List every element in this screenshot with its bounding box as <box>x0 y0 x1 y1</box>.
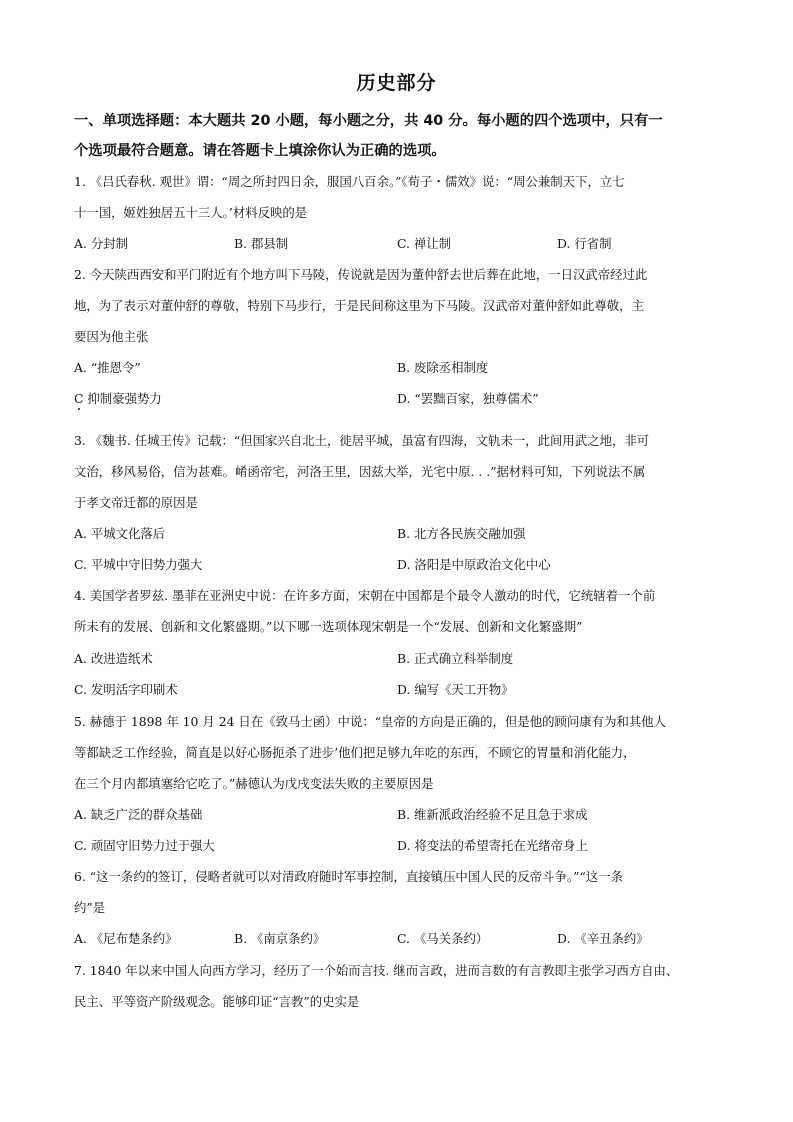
option-d: D. 编写《天工开物》 <box>397 682 514 697</box>
option-a: A. “推恩令” <box>74 360 141 375</box>
option-c: C. 顽固守旧势力过于强大 <box>74 838 215 853</box>
page-title: 历史部分 <box>356 72 437 94</box>
question-7-line: 7. 1840 年以来中国人向西方学习，经历了一个始而言技. 继而言政，进而言数的有言教即主张学习西方自由、 <box>74 963 679 978</box>
option-a: A. 缺乏广泛的群众基础 <box>74 807 203 822</box>
question-1-line: 十一国，姬姓独居五十三人。’材料反映的是 <box>74 205 308 220</box>
question-4-line: 4. 美国学者罗兹. 墨菲在亚洲史中说：在许多方面，宋朝在中国都是个最令人激动的时代，它统辖着一个前 <box>74 588 656 603</box>
question-3-line: 文治，移风易俗，信为甚难。崤函帝宅，河洛王里，因兹大举，光宅中原. . .”据材料可知，下列说法不属 <box>74 464 646 479</box>
option-c: C. 发明活字印刷术 <box>74 682 178 697</box>
option-c: C. 平城中守旧势力强大 <box>74 557 203 572</box>
option-a: A. 分封制 <box>74 236 128 251</box>
option-b: B. 《南京条约》 <box>234 931 326 946</box>
question-2-line: 2. 今天陕西西安和平门附近有个地方叫下马陵，传说就是因为董仲舒去世后葬在此地，一日汉武帝经过此 <box>74 267 648 282</box>
question-5-line: 在三个月内都填塞给它吃了。”赫德认为戊戌变法失败的主要原因是 <box>74 776 434 791</box>
question-5-line: 5. 赫德于 1898 年 10 月 24 日在《致马士函）中说：“皇帝的方向是正确的，但是他的顾问康有为和其他人 <box>74 714 667 729</box>
instruction-line: 一、单项选择题：本大题共 20 小题，每小题之分，共 40 分。每小题的四个选项中，只有一 <box>74 113 663 129</box>
question-6-line: 6. “这一条约的签订，侵略者就可以对清政府随时军事控制，直接镇压中国人民的反帝斗争。”“这一条 <box>74 869 623 884</box>
option-d: D. 将变法的希望寄托在光绪帝身上 <box>397 838 588 853</box>
option-a: A. 平城文化落后 <box>74 526 166 541</box>
question-5-line: 等都缺乏工作经验，简直是以好心肠扼杀了进步’他们把足够九年吃的东西，不顾它的胃量和消化能力， <box>74 745 636 760</box>
option-d: D. 洛阳是中原政治文化中心 <box>397 557 551 572</box>
stray-mark <box>78 408 80 410</box>
option-b: B. 维新派政治经验不足且急于求成 <box>397 807 588 822</box>
option-b: B. 郡县制 <box>234 236 289 251</box>
option-d: D. 行省制 <box>557 236 612 251</box>
option-c: C 抑制豪强势力 <box>74 391 162 406</box>
question-1-line: 1. 《吕氏春秋. 观世》谓：“周之所封四日余，服国八百余。”《荀子・儒效》说：“周公兼制天下，立七 <box>74 174 625 189</box>
question-6-line: 约”是 <box>74 900 106 915</box>
option-c: C. 禅让制 <box>397 236 452 251</box>
option-b: B. 北方各民族交融加强 <box>397 526 526 541</box>
option-a: A. 《尼布楚条约》 <box>74 931 178 946</box>
option-b: B. 正式确立科举制度 <box>397 651 514 666</box>
option-d: D. 《辛丑条约》 <box>557 931 649 946</box>
option-b: B. 废除丞相制度 <box>397 360 489 375</box>
question-4-line: 所未有的发展、创新和文化繁盛期。”以下哪一选项体现宋朝是一个“发展、创新和文化繁盛期” <box>74 619 583 634</box>
option-a: A. 改进造纸术 <box>74 651 153 666</box>
section-instructions <box>74 106 724 166</box>
question-3-line: 3. 《魏书. 任城王传》记载：“但国家兴自北土，徙居平城，虽富有四海，文轨未一，此间用武之地，非可 <box>74 433 650 448</box>
option-d: D. “罢黜百家，独尊儒术” <box>397 391 539 406</box>
question-3-line: 于孝文帝迁都的原因是 <box>74 495 198 510</box>
instruction-line: 个选项最符合题意。请在答题卡上填涂你认为正确的选项。 <box>74 143 446 159</box>
question-2-line: 要因为他主张 <box>74 329 149 344</box>
question-2-line: 地，为了表示对董仲舒的尊敬，特别下马步行，于是民间称这里为下马陵。汉武帝对董仲舒如此尊敬，主 <box>74 298 644 313</box>
option-c: C. 《马关条约） <box>397 931 489 946</box>
question-7-line: 民主、平等资产阶级观念。能够印证“言教”的史实是 <box>74 994 360 1009</box>
